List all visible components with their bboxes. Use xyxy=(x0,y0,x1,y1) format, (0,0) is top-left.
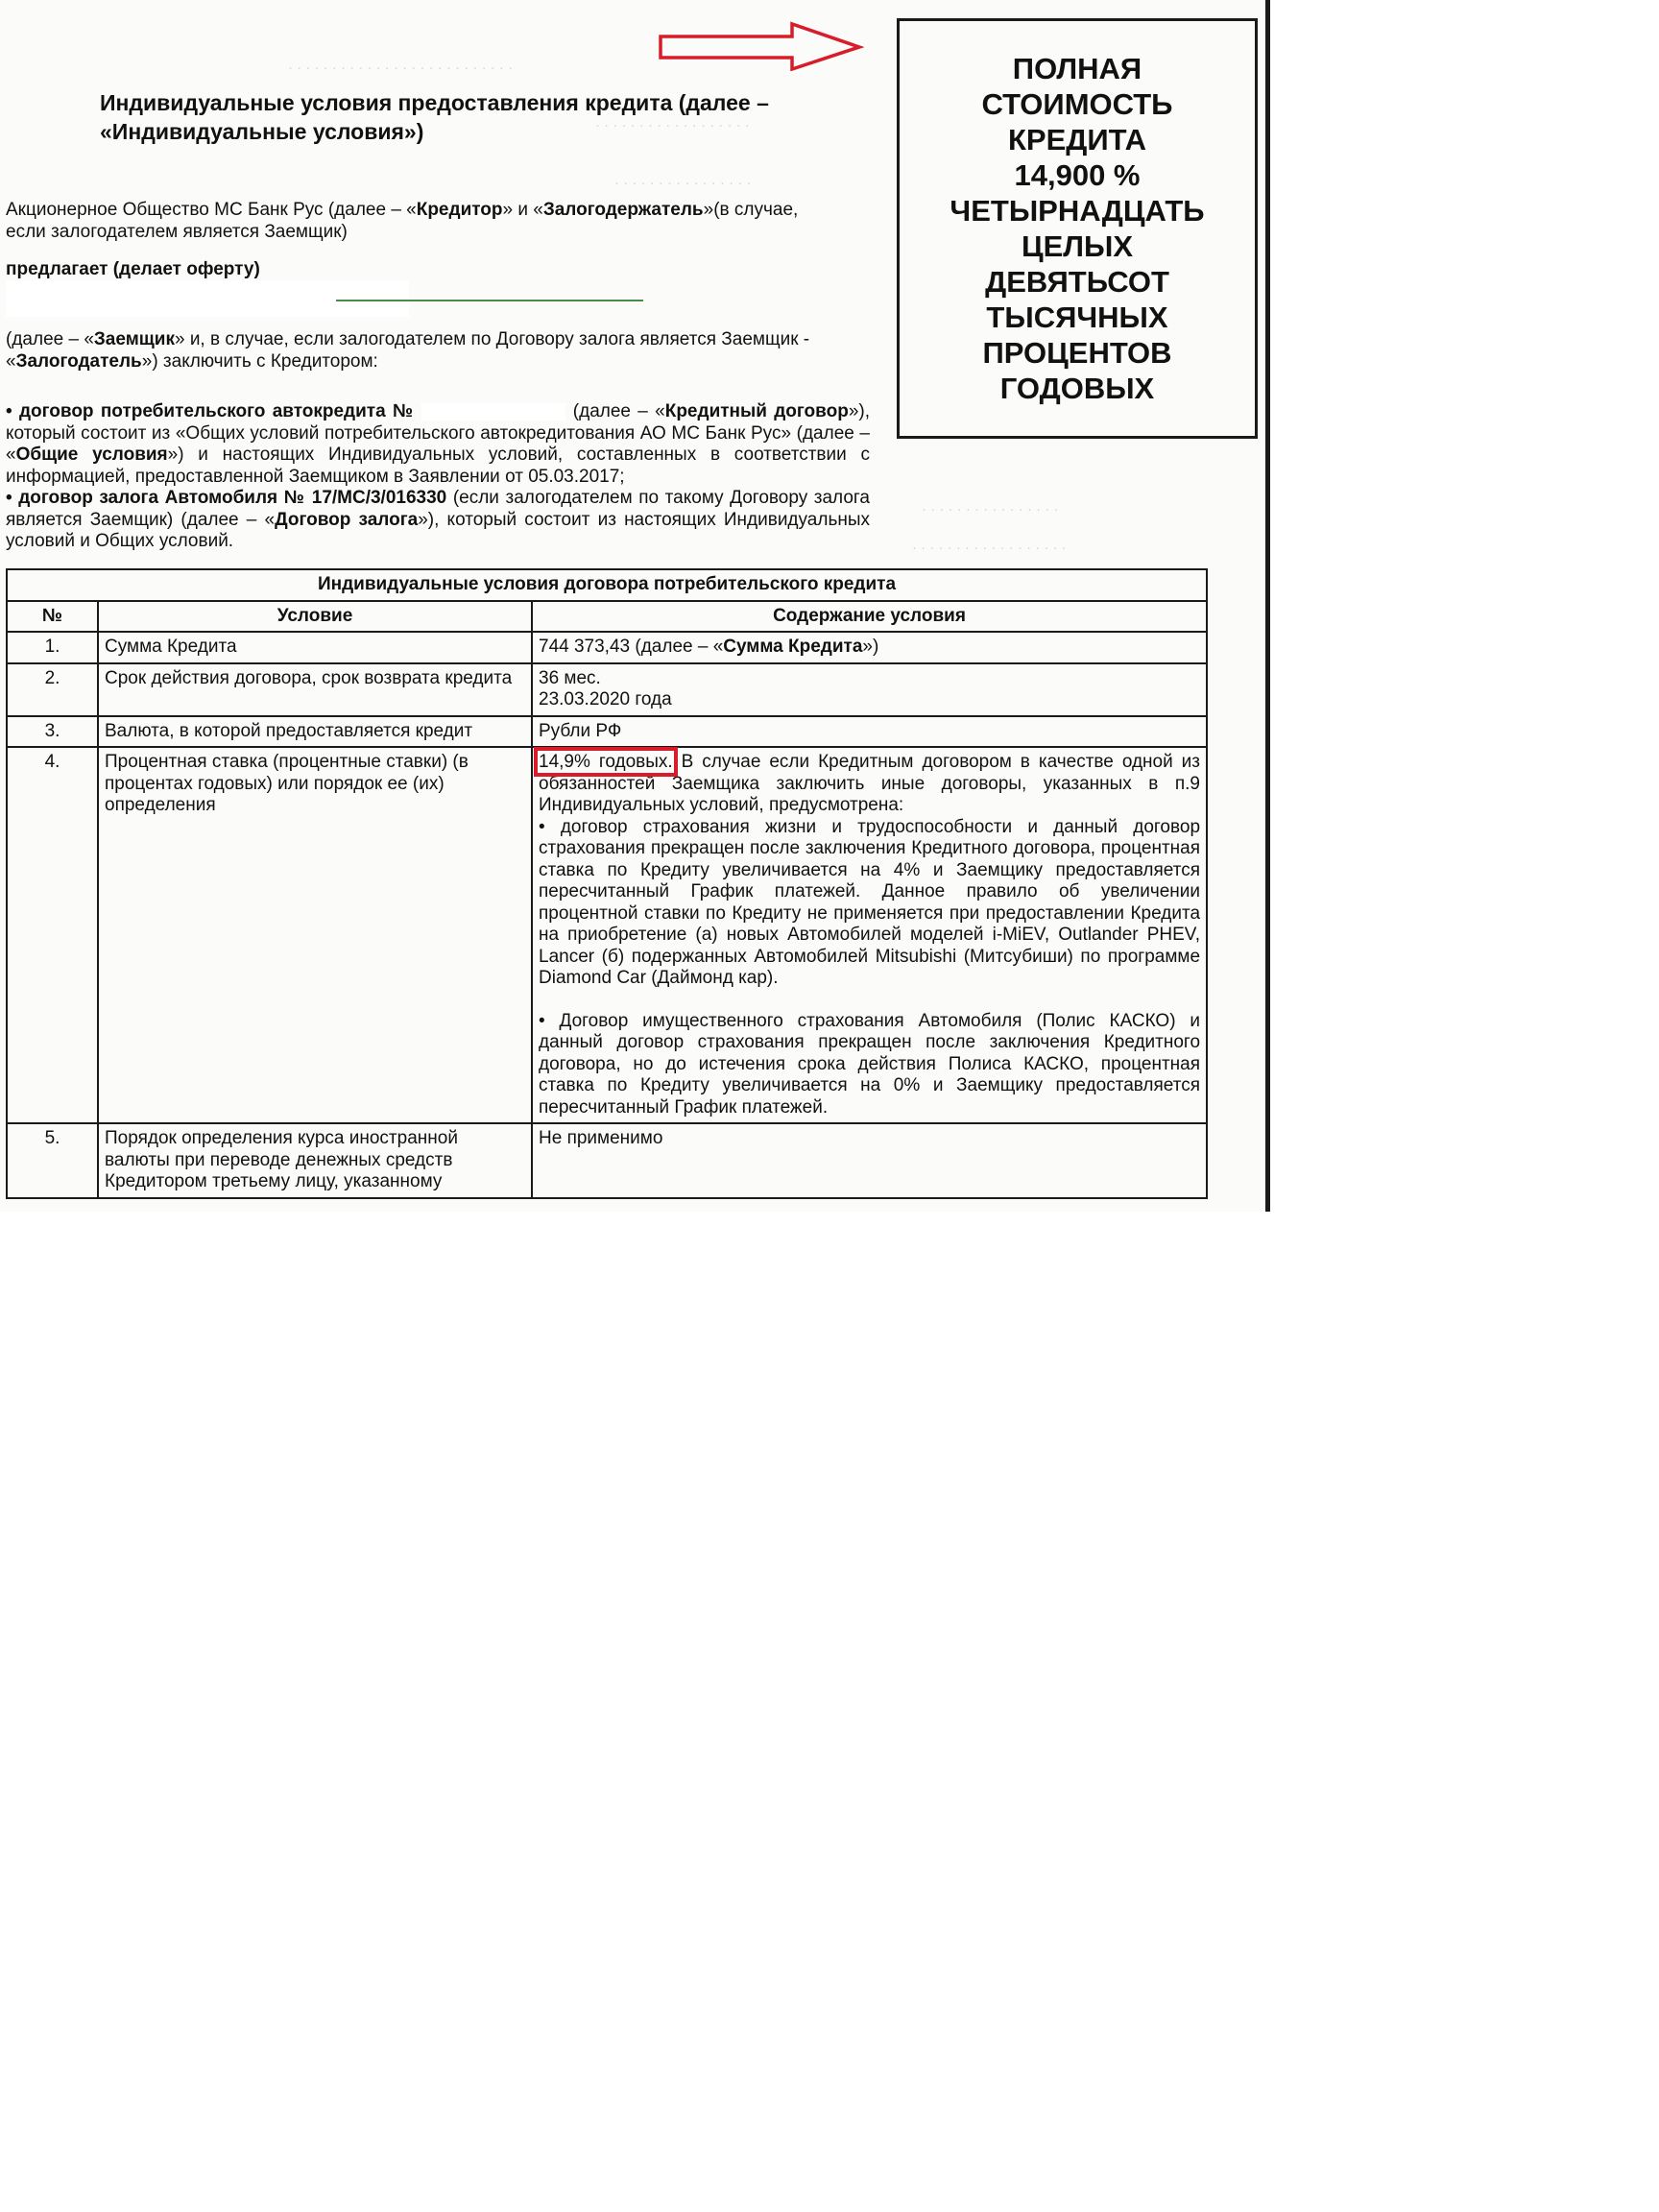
scan-edge-border xyxy=(1265,0,1270,1212)
text-fragment: « xyxy=(6,350,16,372)
row-number: 1. xyxy=(7,632,98,663)
table-caption: Индивидуальные условия договора потребительского кредита xyxy=(7,569,1207,601)
loan-terms-table xyxy=(6,568,1208,1199)
text-fragment: ») и настоящих Индивидуальных условий, составленных в соответствии с информацией, предоставленной Заемщиком в Заявлении от 05.03.2017; xyxy=(6,445,870,487)
offer-line xyxy=(6,259,260,281)
bleed-through-texture: · · · · · · · · · · · · · · · · · · · · · · · · · · xyxy=(288,60,514,76)
callout-line: КРЕДИТА xyxy=(1007,123,1146,156)
redacted-contract-number xyxy=(421,403,565,421)
intro-paragraph-creditor xyxy=(6,200,870,243)
row-term: Срок действия договора, срок возврата кредита xyxy=(98,663,532,716)
text-fragment: Акционерное Общество МС Банк Рус (далее – « xyxy=(6,200,417,220)
callout-line: ДЕВЯТЬСОТ xyxy=(985,265,1169,299)
document-title xyxy=(100,88,868,146)
row-content: Рубли РФ xyxy=(532,716,1207,748)
highlighted-interest-rate: 14,9% годовых. xyxy=(539,752,673,772)
red-arrow-icon xyxy=(658,21,864,71)
text-fragment: (если залогодателем по такому Договору залога является Заемщик) (далее – « xyxy=(6,488,870,530)
bleed-through-texture: · · · · · · · · · · · · · · · · · · xyxy=(912,540,1067,556)
row-term: Сумма Кредита xyxy=(98,632,532,663)
row-term: Порядок определения курса иностранной валюты при переводе денежных средств Кредитором третьему лицу, указанному xyxy=(98,1123,532,1198)
header-number: № xyxy=(7,601,98,633)
row-term: Валюта, в которой предоставляется кредит xyxy=(98,716,532,748)
term-borrower: Заемщик xyxy=(93,329,175,349)
callout-line: 14,900 % xyxy=(1014,158,1141,192)
loan-term-months: 36 мес. xyxy=(539,667,601,688)
callout-line: СТОИМОСТЬ xyxy=(981,87,1173,121)
text-fragment: • договор залога Автомобиля № 17/MC/3/016330 xyxy=(6,488,447,508)
redacted-borrower-name xyxy=(6,280,409,317)
callout-line: ПРОЦЕНТОВ xyxy=(982,336,1172,370)
bullet-credit-agreement xyxy=(6,401,870,488)
row-content xyxy=(532,632,1207,663)
text-fragment: (далее – « xyxy=(572,401,665,421)
full-credit-cost-callout xyxy=(897,18,1258,439)
text-fragment: »), который состоит из «Общих условий потребительского автокредитования АО МС Банк Рус» (далее – « xyxy=(6,401,870,465)
callout-line: ЧЕТЫРНАДЦАТЬ xyxy=(950,194,1205,228)
text-fragment: » и, в случае, если залогодателем по Договору залога является Заемщик - xyxy=(174,329,810,349)
bleed-through-texture: · · · · · · · · · · · · · · · · · · xyxy=(595,117,750,133)
table-caption-row xyxy=(7,569,1207,601)
term-general-conditions: Общие условия xyxy=(15,445,168,465)
row-content xyxy=(532,747,1207,1123)
text-fragment: » и « xyxy=(502,200,543,220)
callout-line: ТЫСЯЧНЫХ xyxy=(986,301,1168,334)
scanned-document-page xyxy=(0,0,1265,1212)
header-content: Содержание условия xyxy=(532,601,1207,633)
text-fragment: (далее – « xyxy=(6,329,94,349)
table-row xyxy=(7,716,1207,748)
row-content xyxy=(532,663,1207,716)
intro-paragraph-borrower xyxy=(6,329,870,373)
callout-line: ПОЛНАЯ xyxy=(1012,52,1142,85)
term-pledge-agreement: Договор залога xyxy=(275,509,419,530)
text-fragment: ») заключить с Кредитором: xyxy=(141,350,378,372)
callout-line: ЦЕЛЫХ xyxy=(1021,229,1134,263)
bullet-pledge-agreement xyxy=(6,488,870,553)
text-fragment: ») xyxy=(862,637,879,657)
table-row xyxy=(7,1123,1207,1198)
bleed-through-texture: · · · · · · · · · · · · · · · · xyxy=(922,501,1059,517)
text-fragment: »(в случае, xyxy=(703,200,799,220)
term-pledgee: Залогодержатель xyxy=(542,200,704,220)
callout-line: ГОДОВЫХ xyxy=(999,372,1155,405)
row-content: Не применимо xyxy=(532,1123,1207,1198)
term-creditor: Кредитор xyxy=(416,200,503,220)
text-line: если залогодателем является Заемщик) xyxy=(6,221,348,242)
signature-underline xyxy=(336,300,643,301)
row-number: 3. xyxy=(7,716,98,748)
row-number: 4. xyxy=(7,747,98,1123)
table-row xyxy=(7,747,1207,1123)
offer-text: предлагает (делает оферту) xyxy=(6,259,260,279)
table-row xyxy=(7,632,1207,663)
row-number: 2. xyxy=(7,663,98,716)
term-credit-agreement: Кредитный договор xyxy=(664,401,849,421)
paragraph-casco-insurance: • Договор имущественного страхования Автомобиля (Полис КАСКО) и данный договор страхования прекращен после заключения Кредитного договора, но до истечения срока действия Полиса КАСКО, процентная ставка по Кредиту увеличивается на 0% и Заемщику предоставляется пересчитанный График платежей. xyxy=(539,1010,1201,1118)
text-fragment: • договор потребительского автокредита № xyxy=(6,401,416,421)
row-term: Процентная ставка (процентные ставки) (в процентах годовых) или порядок ее (их) определения xyxy=(98,747,532,1123)
title-line: Индивидуальные условия предоставления кредита (далее – xyxy=(100,90,769,115)
term-loan-amount: Сумма Кредита xyxy=(723,637,863,657)
title-line: «Индивидуальные условия») xyxy=(100,119,424,144)
table-header-row xyxy=(7,601,1207,633)
term-pledgor: Залогодатель xyxy=(15,350,142,372)
text-fragment: »), который состоит из настоящих Индивидуальных условий и Общих условий. xyxy=(6,509,871,551)
loan-return-date: 23.03.2020 года xyxy=(539,689,672,709)
paragraph-life-insurance: • договор страхования жизни и трудоспособности и данный договор страхования прекращен после заключения Кредитного договора, процентная ставка по Кредиту увеличивается на 4% и Заемщику предоставляется пересчитанный График платежей. Данное правило об увеличении процентной ставки по Кредиту не применяется при предоставлении Кредита на приобретение (а) новых Автомобилей моделей i-MiEV, Outlander PHEV, Lancer (б) подержанных Автомобилей Mitsubishi (Митсубиши) по программе Diamond Car (Даймонд кар). xyxy=(539,816,1201,988)
row-number: 5. xyxy=(7,1123,98,1198)
table-row xyxy=(7,663,1207,716)
header-condition: Условие xyxy=(98,601,532,633)
text-fragment: В случае если Кредитным договором в качестве одной из обязанностей Заемщика заключить иные договоры, указанных в п.9 Индивидуальных условий, предусмотрена: xyxy=(539,752,1201,815)
blank-area xyxy=(0,1212,1265,2212)
bleed-through-texture: · · · · · · · · · · · · · · · · xyxy=(614,175,752,191)
text-fragment: 744 373,43 (далее – « xyxy=(539,637,724,657)
